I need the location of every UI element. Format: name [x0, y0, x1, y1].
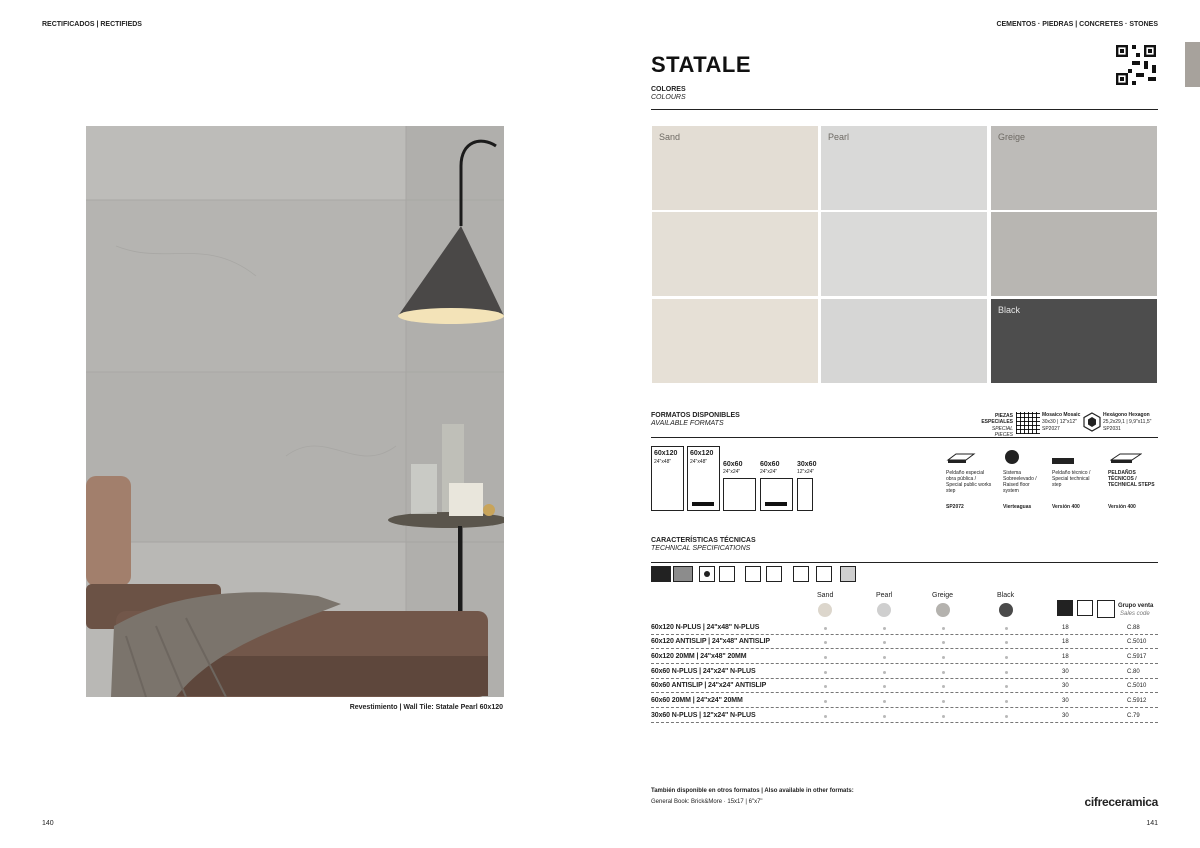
format-30x60 — [797, 478, 813, 511]
format-inch: 24"x24" — [760, 469, 778, 475]
availability-dot — [942, 700, 945, 703]
mosaic-size: 30x30 | 12"x12" — [1042, 419, 1077, 425]
colors-label-en: COLOURS — [651, 94, 686, 101]
row-code: C.5912 — [1127, 698, 1147, 704]
availability-dot — [883, 671, 886, 674]
availability-dot — [824, 685, 827, 688]
technical-step-icon — [1052, 458, 1074, 464]
mosaic-code: SP2027 — [1042, 426, 1060, 432]
swatch-label: Black — [998, 305, 1021, 315]
divider — [651, 109, 1158, 110]
row-divider — [651, 692, 1158, 693]
row-divider — [651, 648, 1158, 649]
special-pieces-en: SPECIAL PIECES — [991, 426, 1013, 438]
slip-icon — [699, 566, 715, 582]
col-sand: Sand — [817, 592, 834, 599]
edge-icon — [766, 566, 782, 582]
group-label: Grupo venta — [1118, 603, 1154, 609]
rectified-icon — [719, 566, 735, 582]
availability-dot — [1005, 700, 1008, 703]
row-divider — [651, 678, 1158, 679]
piece-desc: PELDAÑOS TÉCNICOS / TECHNICAL STEPS — [1108, 470, 1155, 488]
swatch-black — [991, 299, 1157, 383]
page-number-left: 140 — [42, 820, 54, 827]
tech-title-es: CARACTERÍSTICAS TÉCNICAS — [651, 537, 756, 544]
piece-desc: Peldaño técnico / Special technical step — [1052, 470, 1091, 488]
col-black: Black — [997, 592, 1015, 599]
page-tab — [1185, 42, 1200, 87]
swatch-label: Greige — [998, 132, 1026, 142]
divider — [651, 437, 1158, 438]
availability-dot — [824, 627, 827, 630]
color-dot-sand — [818, 603, 832, 617]
swatch-sand — [652, 126, 818, 210]
swatch-pearl-2 — [821, 212, 987, 296]
piece-code: Vierteaguas — [1003, 504, 1032, 510]
format-60x60 — [723, 478, 756, 511]
row-pieces: 18 — [1062, 639, 1069, 645]
availability-dot — [1005, 715, 1008, 718]
row-label: 60x120 N-PLUS | 24"x48" N-PLUS — [651, 624, 760, 631]
header-right: CEMENTOS · PIEDRAS | CONCRETES · STONES — [996, 21, 1158, 28]
availability-dot — [883, 627, 886, 630]
raised-floor-icon — [1005, 450, 1019, 464]
row-label: 60x120 ANTISLIP | 24"x48" ANTISLIP — [651, 638, 770, 645]
availability-dot — [824, 715, 827, 718]
row-code: C.5010 — [1127, 639, 1147, 645]
swatch-sand-3 — [652, 299, 818, 383]
row-divider — [651, 722, 1158, 723]
formats-title-en: AVAILABLE FORMATS — [651, 420, 724, 427]
interior-photo — [86, 126, 504, 697]
piece-code: Versión 400 — [1108, 504, 1136, 510]
availability-dot — [942, 641, 945, 644]
row-pieces: 30 — [1062, 669, 1069, 675]
special-pieces-es: PIEZAS ESPECIALES — [981, 413, 1013, 425]
step-icon — [946, 448, 976, 464]
pieces-icon — [1077, 600, 1093, 616]
availability-dot — [942, 627, 945, 630]
technical-steps-icon — [1110, 450, 1142, 464]
availability-dot — [942, 715, 945, 718]
row-pieces: 18 — [1062, 625, 1069, 631]
hexagon-code: SP2031 — [1103, 426, 1121, 432]
row-label: 60x120 20MM | 24"x48" 20MM — [651, 653, 747, 660]
row-code: C.5917 — [1127, 654, 1147, 660]
piece-desc: Peldaño especial obra pública / Special public works step — [946, 470, 992, 494]
availability-dot — [883, 685, 886, 688]
outdoor-icon — [793, 566, 809, 582]
colors-label-es: COLORES — [651, 86, 686, 93]
row-code: C.5010 — [1127, 683, 1147, 689]
row-code: C.88 — [1127, 625, 1140, 631]
color-dot-black — [999, 603, 1013, 617]
swatch-pearl — [821, 126, 987, 210]
availability-dot — [1005, 656, 1008, 659]
piece-desc: Sistema Sobreelevado / Raised floor system — [1003, 470, 1037, 494]
mosaic-icon — [1016, 412, 1040, 434]
page-number-right: 141 — [1146, 820, 1158, 827]
color-dot-pearl — [877, 603, 891, 617]
row-code: C.80 — [1127, 669, 1140, 675]
product-title: STATALE — [651, 52, 752, 77]
header-left: RECTIFICADOS | RECTIFIEDS — [42, 21, 142, 28]
availability-dot — [942, 685, 945, 688]
row-label: 30x60 N-PLUS | 12"x24" N-PLUS — [651, 712, 756, 719]
swatch-pearl-3 — [821, 299, 987, 383]
format-60x60-20mm — [760, 478, 793, 511]
availability-dot — [1005, 641, 1008, 644]
availability-dot — [883, 715, 886, 718]
availability-dot — [824, 641, 827, 644]
row-pieces: 30 — [1062, 698, 1069, 704]
hexagon-icon — [1083, 412, 1101, 432]
finish-icon — [673, 566, 693, 582]
availability-dot — [1005, 685, 1008, 688]
photo-caption: Revestimiento | Wall Tile: Statale Pearl 60x120 — [349, 704, 503, 711]
swatch-label: Sand — [659, 132, 681, 142]
box-icon — [1057, 600, 1073, 616]
swatch-label: Pearl — [828, 132, 850, 142]
tech-title-en: TECHNICAL SPECIFICATIONS — [651, 545, 751, 552]
hexagon-size: 25,2x29,1 | 9,9"x11,5" — [1103, 419, 1152, 425]
piece-code: Versión 400 — [1052, 504, 1080, 510]
thickness-bar — [765, 502, 787, 506]
availability-dot — [942, 656, 945, 659]
availability-dot — [1005, 627, 1008, 630]
row-code: C.79 — [1127, 713, 1140, 719]
availability-dot — [1005, 671, 1008, 674]
format-inch: 24"x24" — [723, 469, 741, 475]
pei-icon — [651, 566, 671, 582]
swatch-greige-2 — [991, 212, 1157, 296]
format-size: 60x60 — [723, 461, 743, 468]
row-divider — [651, 634, 1158, 635]
formats-title-es: FORMATOS DISPONIBLES — [651, 412, 740, 419]
availability-dot — [824, 656, 827, 659]
col-pearl: Pearl — [876, 592, 893, 599]
swatch-greige — [991, 126, 1157, 210]
also-available: También disponible en otros formatos | Also available in other formats: — [651, 788, 854, 794]
also-available-line2: General Book: Brick&More · 15x17 | 6"x7" — [651, 799, 763, 805]
format-60x120 — [651, 446, 684, 511]
row-divider — [651, 707, 1158, 708]
pallet-icon — [1097, 600, 1115, 618]
thickness-bar — [692, 502, 714, 506]
piece-code: SP2072 — [946, 504, 964, 510]
format-60x120-20mm — [687, 446, 720, 511]
mosaic-title: Mosaico Mosaic — [1042, 412, 1081, 418]
row-pieces: 18 — [1062, 654, 1069, 660]
availability-dot — [883, 656, 886, 659]
availability-dot — [824, 700, 827, 703]
format-size: 60x60 — [760, 461, 780, 468]
row-divider — [651, 663, 1158, 664]
row-label: 60x60 N-PLUS | 24"x24" N-PLUS — [651, 668, 756, 675]
availability-dot — [883, 700, 886, 703]
format-inch: 12"x24" — [797, 469, 815, 475]
thickness-icon — [745, 566, 761, 582]
format-size: 30x60 — [797, 461, 817, 468]
frost-icon — [816, 566, 832, 582]
brand-logo: cifreceramica — [1084, 795, 1158, 809]
availability-dot — [883, 641, 886, 644]
availability-dot — [824, 671, 827, 674]
hexagon-title: Hexágono Hexagon — [1103, 412, 1150, 418]
shade-icon — [840, 566, 856, 582]
row-label: 60x60 20MM | 24"x24" 20MM — [651, 697, 743, 704]
qr-code-icon[interactable] — [1116, 45, 1156, 85]
row-label: 60x60 ANTISLIP | 24"x24" ANTISLIP — [651, 682, 767, 689]
availability-dot — [942, 671, 945, 674]
row-pieces: 30 — [1062, 683, 1069, 689]
color-dot-greige — [936, 603, 950, 617]
format-size: 60x120 — [690, 450, 714, 457]
format-inch: 24"x48" — [654, 459, 672, 465]
group-sub: Sales code — [1120, 611, 1150, 617]
swatch-sand-2 — [652, 212, 818, 296]
divider — [651, 562, 1158, 563]
row-pieces: 30 — [1062, 713, 1069, 719]
col-greige: Greige — [932, 592, 954, 599]
format-inch: 24"x48" — [690, 459, 708, 465]
format-size: 60x120 — [654, 450, 678, 457]
